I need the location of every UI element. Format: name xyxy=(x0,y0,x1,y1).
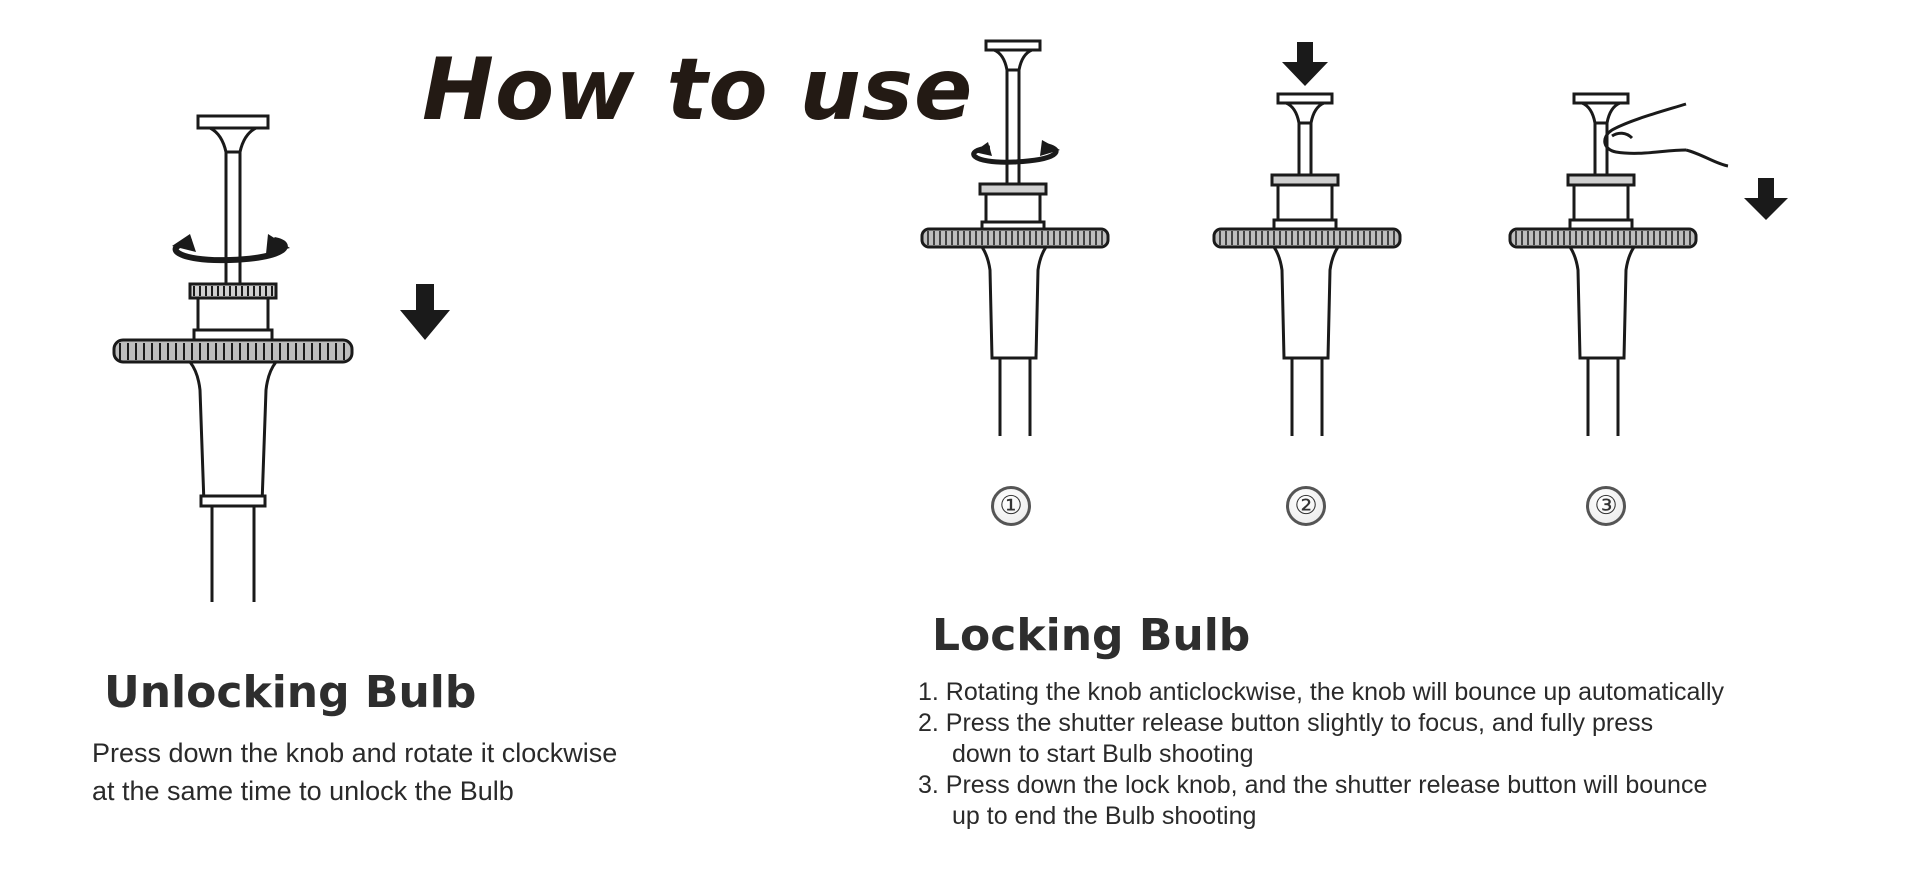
step-marker-2: ② xyxy=(1286,486,1326,526)
locking-step-3 xyxy=(918,770,1724,832)
locking-step-3-text: 3. Press down the lock knob, and the shutter release button will bounce xyxy=(918,771,1708,799)
locking-step-1-text: 1. Rotating the knob anticlockwise, the knob will bounce up automatically xyxy=(918,678,1725,706)
locking-step-2-text: 2. Press the shutter release button slightly to focus, and fully press xyxy=(918,709,1654,737)
finger-icon xyxy=(1605,104,1728,166)
unlocking-description xyxy=(92,734,617,810)
locking-steps xyxy=(918,677,1724,832)
step-marker-1: ① xyxy=(991,486,1031,526)
down-arrow-icon xyxy=(1744,178,1788,220)
locking-step-1 xyxy=(918,677,1724,708)
locking-step-2 xyxy=(918,708,1724,770)
page-title: How to use xyxy=(422,40,974,140)
locking-step-2-continuation: down to start Bulb shooting xyxy=(952,740,1254,768)
unlocking-line-2: at the same time to unlock the Bulb xyxy=(92,776,514,806)
unlocking-heading: Unlocking Bulb xyxy=(104,667,477,718)
unlocking-line-1: Press down the knob and rotate it clockwise xyxy=(92,738,618,768)
locking-heading: Locking Bulb xyxy=(932,610,1251,661)
step-marker-3: ③ xyxy=(1586,486,1626,526)
locking-step-3-continuation: up to end the Bulb shooting xyxy=(952,802,1257,830)
